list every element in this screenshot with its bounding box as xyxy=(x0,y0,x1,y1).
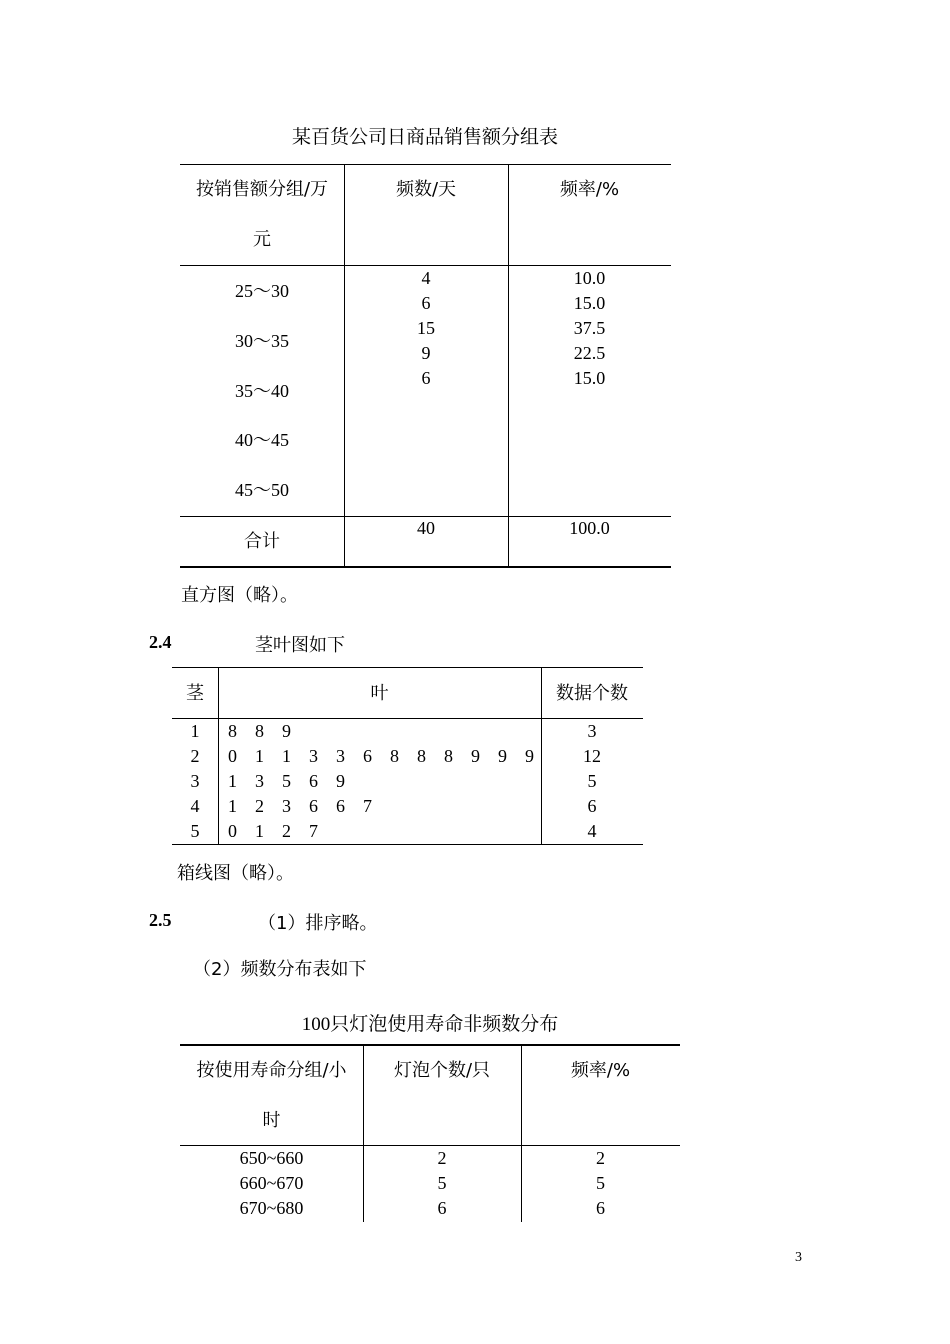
table2-rate-column xyxy=(521,1146,680,1221)
table1-group-4: 40～45 xyxy=(235,430,289,450)
table2-group-column xyxy=(180,1146,363,1221)
table1-header-group-line2: 元 xyxy=(253,229,271,250)
table2-header-rate: 频率/% xyxy=(570,1060,631,1081)
table1-header-freq: 频数/天 xyxy=(395,179,457,200)
table1-group-2: 30～35 xyxy=(235,331,289,351)
table2-group-2: 660~670 xyxy=(239,1173,304,1193)
leaf-digit: 6 xyxy=(336,796,345,816)
stem-value: 5 xyxy=(190,821,200,841)
stem-value: 3 xyxy=(190,771,200,791)
table1-rate-3: 37.5 xyxy=(573,318,606,338)
leaf-digit: 1 xyxy=(228,771,237,791)
table1-freq-3: 15 xyxy=(417,318,435,338)
leaf-digit: 1 xyxy=(282,746,291,766)
table2-rate-1: 2 xyxy=(596,1148,605,1168)
leaf-count: 4 xyxy=(587,821,597,841)
table2-rate-3: 6 xyxy=(596,1198,605,1218)
section-2-4-text: 茎叶图如下 xyxy=(255,635,345,656)
table1-freq-4: 9 xyxy=(421,343,431,363)
table1-total-label: 合计 xyxy=(244,531,280,552)
stemleaf-header-stem: 茎 xyxy=(186,683,204,704)
table1-header-group-line1: 按销售额分组/万 xyxy=(195,179,329,200)
table1-freq-5: 6 xyxy=(421,368,431,388)
table1-group-5: 45～50 xyxy=(235,480,289,500)
leaf-digit: 6 xyxy=(363,746,372,766)
leaf-count: 6 xyxy=(587,796,597,816)
section-2-4-number: 2.4 xyxy=(149,632,172,652)
leaf-digit: 7 xyxy=(363,796,372,816)
leaf-values xyxy=(228,744,552,769)
leaf-digit: 6 xyxy=(309,796,318,816)
leaf-digit: 8 xyxy=(255,721,264,741)
table2-count-column xyxy=(363,1146,521,1221)
table2-count-2: 5 xyxy=(437,1173,447,1193)
table1-rate-5: 15.0 xyxy=(573,368,606,388)
table1-freq-1: 4 xyxy=(421,268,431,288)
leaf-digit: 9 xyxy=(525,746,534,766)
page-number: 3 xyxy=(795,1250,802,1265)
leaf-digit: 1 xyxy=(255,746,264,766)
stem-value: 4 xyxy=(190,796,200,816)
leaf-digit: 9 xyxy=(282,721,291,741)
table1-title: 某百货公司日商品销售额分组表 xyxy=(291,126,558,148)
leaf-digit: 7 xyxy=(309,821,318,841)
leaf-digit: 8 xyxy=(390,746,399,766)
table2-title-number: 100 xyxy=(301,1014,331,1035)
stemleaf-bottom-rule xyxy=(172,844,643,845)
leaf-digit: 8 xyxy=(417,746,426,766)
histogram-note: 直方图（略）。 xyxy=(181,585,298,606)
section-2-5-subtext: （2）频数分布表如下 xyxy=(193,959,367,980)
table1-freq-column xyxy=(344,266,508,391)
table1-total-rate: 100.0 xyxy=(569,518,610,538)
leaf-values xyxy=(228,794,390,819)
table1-bottom-rule xyxy=(180,566,671,568)
table1-group-1: 25～30 xyxy=(235,281,289,301)
leaf-values xyxy=(228,769,363,794)
leaf-digit: 0 xyxy=(228,821,237,841)
table2-title-text: 只灯泡使用寿命非频数分布 xyxy=(330,1013,559,1035)
table1-rate-1: 10.0 xyxy=(573,268,606,288)
table2-group-1: 650~660 xyxy=(239,1148,304,1168)
leaf-count: 12 xyxy=(583,746,601,766)
table1-top-rule xyxy=(180,164,671,165)
leaf-digit: 9 xyxy=(336,771,345,791)
table2-count-3: 6 xyxy=(437,1198,447,1218)
stemleaf-header-count: 数据个数 xyxy=(556,683,628,704)
table2-title xyxy=(180,1009,680,1036)
leaf-digit: 8 xyxy=(444,746,453,766)
section-2-5-text: （1）排序略。 xyxy=(258,913,378,934)
leaf-digit: 1 xyxy=(255,821,264,841)
table2-count-1: 2 xyxy=(437,1148,447,1168)
stemleaf-top-rule xyxy=(172,667,643,668)
table2-header-count: 灯泡个数/只 xyxy=(393,1060,491,1081)
leaf-digit: 0 xyxy=(228,746,237,766)
stem-value: 2 xyxy=(190,746,200,766)
stemleaf-header-leaf: 叶 xyxy=(370,683,389,704)
stem-value: 1 xyxy=(190,721,200,741)
table1-rate-4: 22.5 xyxy=(573,343,606,363)
leaf-values xyxy=(228,819,336,844)
leaf-digit: 9 xyxy=(498,746,507,766)
table1-rate-2: 15.0 xyxy=(573,293,606,313)
table2-group-3: 670~680 xyxy=(239,1198,304,1218)
leaf-count: 3 xyxy=(587,721,597,741)
leaf-digit: 3 xyxy=(255,771,264,791)
table2-header-group-line1: 按使用寿命分组/小 xyxy=(196,1060,347,1081)
leaf-values xyxy=(228,719,309,744)
table1-freq-2: 6 xyxy=(421,293,431,313)
leaf-digit: 3 xyxy=(336,746,345,766)
leaf-digit: 8 xyxy=(228,721,237,741)
boxplot-note: 箱线图（略）。 xyxy=(177,863,294,884)
section-2-5-number: 2.5 xyxy=(149,910,172,930)
leaf-digit: 3 xyxy=(282,796,291,816)
table2-rate-2: 5 xyxy=(596,1173,605,1193)
table1-rate-column xyxy=(508,266,671,391)
leaf-digit: 2 xyxy=(282,821,291,841)
leaf-count: 5 xyxy=(587,771,597,791)
table1-total-freq: 40 xyxy=(417,518,435,538)
table2-header-group-line2: 时 xyxy=(262,1110,281,1131)
table1-group-3: 35～40 xyxy=(235,381,289,401)
table2-top-rule xyxy=(180,1044,680,1046)
table1-header-rate: 频率/% xyxy=(559,179,620,200)
leaf-digit: 1 xyxy=(228,796,237,816)
leaf-digit: 6 xyxy=(309,771,318,791)
leaf-digit: 9 xyxy=(471,746,480,766)
leaf-digit: 5 xyxy=(282,771,291,791)
leaf-digit: 3 xyxy=(309,746,318,766)
leaf-digit: 2 xyxy=(255,796,264,816)
